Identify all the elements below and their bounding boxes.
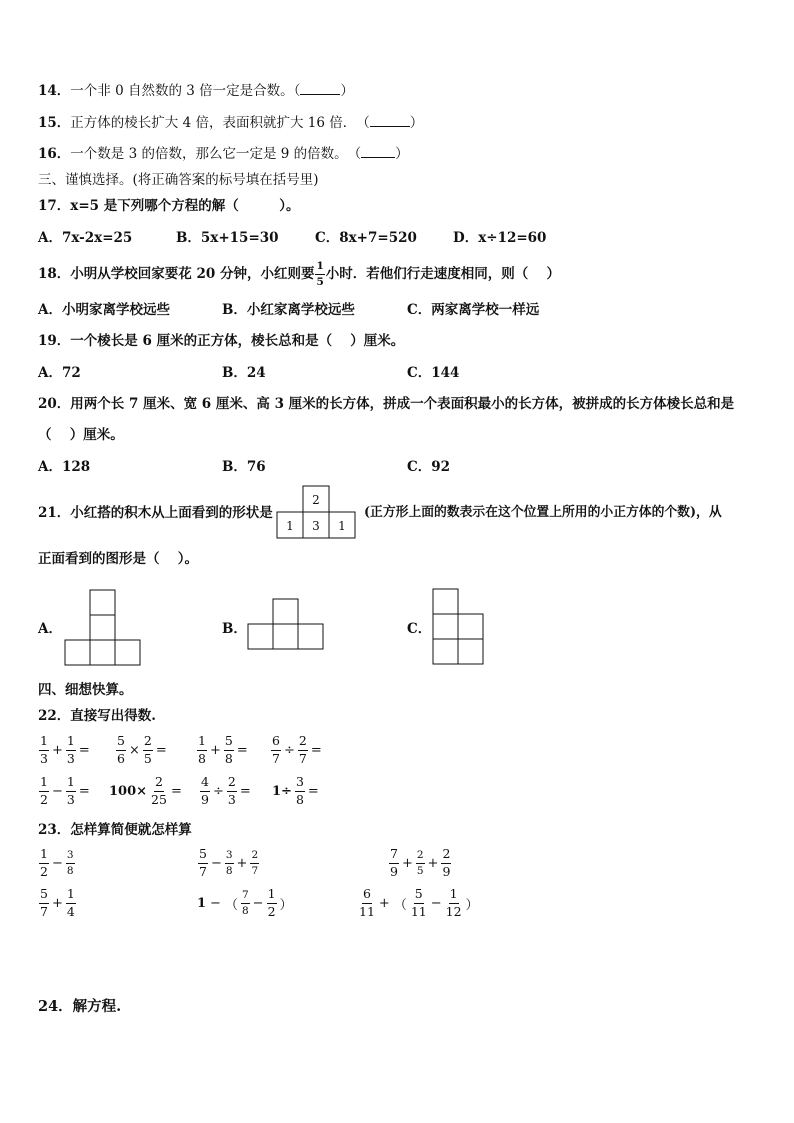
question-21-line2: 正面看到的图形是（ ）。: [38, 551, 198, 567]
q23-expr-6: 6 11 + （ 5 11 − $\frac{1}{12}$ ）: [359, 886, 479, 919]
q21-option-c-label[interactable]: C．: [407, 621, 432, 637]
q16-text: 一个数是 3 的倍数，那么它一定是 9 的倍数。 （: [70, 146, 362, 162]
question-15: [38, 114, 423, 132]
question-19: 19．一个棱长是 6 厘米的正方体，棱长总和是（ ）厘米。: [38, 333, 405, 349]
q14-number: 14．: [38, 83, 71, 99]
q22-expr-8: 1÷ $\frac{3}{8}$ =: [272, 774, 319, 807]
q19-option-b[interactable]: B．24: [222, 365, 266, 381]
q21-option-a-figure[interactable]: [65, 589, 143, 667]
q19-option-c[interactable]: C．144: [407, 365, 460, 381]
q18-option-c[interactable]: C．两家离学校一样远: [407, 302, 540, 318]
q22-expr-7: $\frac{4}{9}$ ÷ $\frac{2}{3}$ =: [201, 774, 251, 807]
q22-expr-3: 1 8 + $\frac{5}{8}$ =: [198, 733, 248, 766]
grid-count-right: 1: [338, 519, 346, 533]
q19-option-a[interactable]: A．72: [38, 365, 81, 381]
q15-text: 正方体的棱长扩大 4 倍，表面积就扩大 16 倍． （: [70, 115, 370, 131]
question-17: 17．x=5 是下列哪个方程的解（ ）。: [38, 198, 300, 214]
question-16: [38, 145, 409, 163]
question-20-line2: （ ）厘米。: [38, 427, 124, 443]
q21-top-view-grid: [277, 485, 357, 539]
q23-expr-1: 1 2 − $\frac{3}{8}$: [40, 846, 74, 879]
question-24-title: 24．解方程.: [38, 998, 122, 1015]
q16-number: 16．: [38, 146, 71, 162]
question-21-pre: 21．小红搭的积木从上面看到的形状是: [38, 505, 273, 521]
question-21-post: (正方形上面的数表示在这个位置上所用的小正方体的个数)，从: [364, 505, 722, 520]
q22-expr-5: 1 2 − $\frac{1}{3}$ =: [40, 774, 90, 807]
q18-text-post: 小时．若他们行走速度相同，则（ ）: [325, 266, 560, 282]
q18-text-pre: 18．小明从学校回家要花 20 分钟，小红则要: [38, 266, 315, 282]
question-20-line1: 20．用两个长 7 厘米、宽 6 厘米、高 3 厘米的长方体，拼成一个表面积最小的长方体，被拼成的长方体棱长总和是: [38, 396, 735, 412]
q17-option-a[interactable]: A．7x-2x=25: [38, 230, 133, 246]
q17-option-b[interactable]: B．5x+15=30: [176, 230, 279, 246]
q17-option-c[interactable]: C．8x+7=520: [315, 230, 417, 246]
q22-expr-4: $\frac{6}{7}$ ÷ $\frac{2}{7}$ =: [272, 733, 322, 766]
q15-number: 15．: [38, 115, 71, 131]
grid-count-top: 2: [312, 493, 320, 507]
q21-option-b-figure[interactable]: [248, 598, 326, 652]
question-22-title: 22．直接写出得数.: [38, 708, 156, 724]
q16-close: ）: [395, 146, 409, 162]
q18-option-b[interactable]: B．小红家离学校远些: [222, 302, 355, 318]
q15-answer-blank[interactable]: [370, 114, 410, 127]
section-4-heading: 四、细想快算。: [38, 682, 133, 698]
question-18: [38, 261, 560, 287]
q20-option-a[interactable]: A．128: [38, 459, 91, 475]
q14-close: ）: [340, 83, 354, 99]
q14-text: 一个非 0 自然数的 3 倍一定是合数。（: [70, 83, 301, 99]
q23-expr-3: 7 9 + $\frac{2}{5}$ + $\frac{2}{9}$: [390, 846, 451, 879]
q23-expr-2: 5 7 − $\frac{3}{8}$ + $\frac{2}{7}$: [199, 846, 259, 879]
section-3-heading: 三、谨慎选择。(将正确答案的标号填在括号里): [38, 172, 319, 188]
q23-expr-5: 1 − （ 7 8 − $\frac{1}{2}$ ）: [197, 886, 293, 919]
q15-close: ）: [409, 115, 424, 131]
question-14: [38, 82, 354, 100]
question-23-title: 23．怎样算简便就怎样算: [38, 822, 192, 838]
q17-option-d[interactable]: D．x÷12=60: [453, 230, 547, 246]
q22-expr-2: $\frac{5}{6}$ × $\frac{2}{5}$ =: [117, 733, 167, 766]
q18-fraction: 1 5: [316, 260, 324, 288]
q21-option-a-label[interactable]: A．: [38, 621, 62, 637]
q18-option-a[interactable]: A．小明家离学校远些: [38, 302, 170, 318]
grid-count-left: 1: [286, 519, 294, 533]
q21-option-b-label[interactable]: B．: [222, 621, 247, 637]
q16-answer-blank[interactable]: [361, 145, 395, 158]
q22-expr-1: 1 3 + $\frac{1}{3}$ =: [40, 733, 90, 766]
q22-expr-6: 100× $\frac{2}{25}$ =: [109, 774, 182, 807]
grid-count-middle: 3: [312, 519, 320, 533]
q23-expr-4: 5 7 + $\frac{1}{4}$: [40, 886, 75, 919]
q21-option-c-figure[interactable]: [433, 588, 487, 666]
q20-option-b[interactable]: B．76: [222, 459, 266, 475]
q20-option-c[interactable]: C．92: [407, 459, 451, 475]
q14-answer-blank[interactable]: [300, 82, 340, 95]
